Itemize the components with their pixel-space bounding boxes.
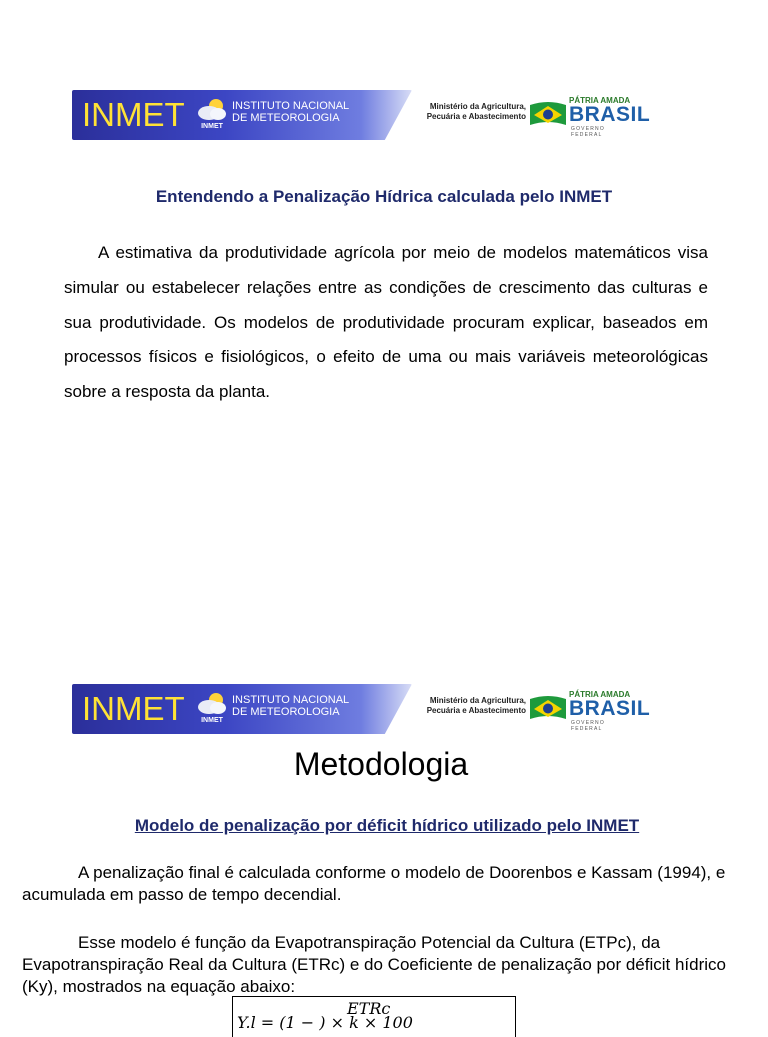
brasil-text: BRASIL: [569, 697, 651, 720]
institute-line-1: INSTITUTO NACIONAL: [232, 100, 350, 112]
method-paragraph-1: A penalização final é calculada conforme o modelo de Doorenbos e Kassam (1994), e acumulada em passo de tempo decendial.: [22, 863, 726, 904]
header-banner: [72, 90, 651, 140]
cloud-sun-icon: [196, 690, 228, 726]
institute-name: [232, 100, 349, 124]
svg-text:INMET: INMET: [201, 123, 223, 130]
patria-amada-text: PÁTRIA AMADA: [569, 96, 631, 105]
inmet-logo-text: INMET: [82, 690, 185, 727]
ministry-line-1: Ministério da Agricultura,: [429, 696, 526, 705]
header-banner-2: [72, 684, 651, 734]
section-heading: Metodologia: [293, 746, 469, 782]
institute-line-2: DE METEOROLOGIA: [232, 112, 340, 124]
governo-federal-text: GOVERNO FEDERAL: [571, 720, 605, 732]
institute-line-2: DE METEOROLOGIA: [232, 706, 340, 718]
ministry-line-1: Ministério da Agricultura,: [429, 102, 526, 111]
svg-text:INMET: INMET: [201, 717, 223, 724]
method-paragraph-2: Esse modelo é função da Evapotranspiração Potencial da Cultura (ETPc), da Evapotranspiração Real da Cultura (ETRc) e do Coeficiente de penalização por déficit hídrico (Ky), mostrados na equação abaixo:: [22, 933, 726, 996]
equation-main: Y.l = (1 − ) × k × 100: [237, 1013, 413, 1032]
section-subtitle: Modelo de penalização por déficit hídrico utilizado pelo INMET: [134, 816, 640, 835]
ministry-line-2: Pecuária e Abastecimento: [426, 706, 526, 715]
inmet-logo-text: INMET: [82, 96, 185, 133]
brazil-flag-icon: [530, 99, 566, 129]
brazil-flag-icon: [530, 693, 566, 723]
equation-numerator: ETRc: [347, 999, 391, 1018]
ministry-line-2: Pecuária e Abastecimento: [426, 112, 526, 121]
institute-line-1: INSTITUTO NACIONAL: [232, 694, 350, 706]
cloud-sun-icon: [196, 96, 228, 132]
ministry-name: [414, 102, 526, 122]
ministry-name: [414, 696, 526, 716]
patria-amada-text: PÁTRIA AMADA: [569, 690, 631, 699]
document-title: Entendendo a Penalização Hídrica calculada pelo INMET: [155, 187, 613, 206]
institute-name: [232, 694, 349, 718]
intro-paragraph: A estimativa da produtividade agrícola por meio de modelos matemáticos visa simular ou estabelecer relações entre as condições de crescimento das culturas e sua produtividade. Os modelos de produtividade procuram explicar, baseados em processos físicos e fisiológicos, o efeito de uma ou mais variáveis meteorológicas sobre a resposta da planta.: [64, 243, 708, 402]
governo-federal-text: GOVERNO FEDERAL: [571, 126, 605, 138]
brasil-text: BRASIL: [569, 103, 651, 126]
